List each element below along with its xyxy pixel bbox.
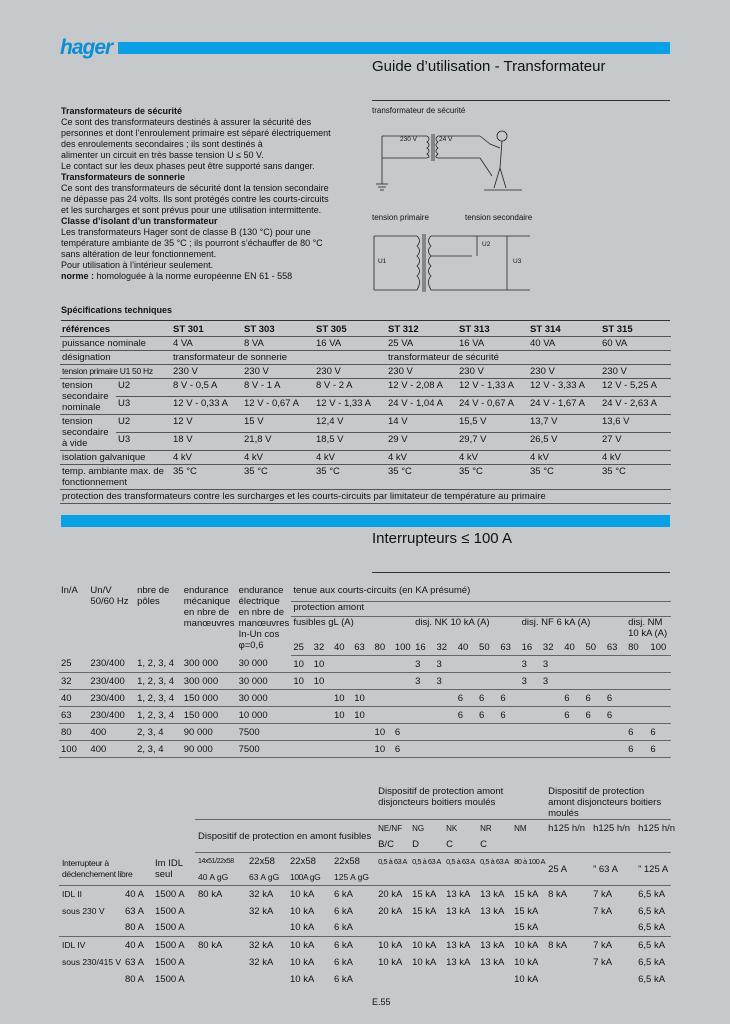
page-number: E.55 — [372, 997, 391, 1007]
bt-cell — [195, 954, 246, 971]
bt-cell: 63 A — [125, 905, 145, 917]
bt-cell: 10 kA — [514, 956, 539, 968]
bt-row — [59, 903, 671, 920]
inter-cell — [605, 656, 626, 673]
inter-cell — [562, 656, 583, 673]
inter-cell — [605, 741, 626, 758]
bt-cell — [443, 920, 477, 937]
inter-cell: 3 — [413, 656, 434, 673]
bt-cell — [545, 971, 590, 988]
inter-cell: 3 — [520, 656, 541, 673]
inter-cell — [626, 707, 648, 724]
bt-cell: 20 kA — [378, 905, 403, 917]
inter-cell: 6 — [498, 707, 519, 724]
bt-cell: 6,5 kA — [638, 905, 666, 917]
inter-cell — [562, 741, 583, 758]
bt-cell: 80 A — [125, 922, 145, 934]
bt-cell — [409, 971, 443, 988]
inter-cell: 230/400 — [88, 673, 135, 690]
inter-cell — [648, 673, 671, 690]
inter-cell — [373, 707, 393, 724]
bt-row — [59, 920, 671, 937]
bt-cell: 6 kA — [334, 922, 354, 934]
inter-cell: 6 — [456, 707, 477, 724]
bt-cell — [477, 920, 511, 937]
inter-cell: 6 — [626, 741, 648, 758]
diagram-securite: transformateur de sécurité 230 V 24 V — [372, 106, 532, 196]
bt-cell: 13 kA — [443, 937, 477, 954]
page-title: Guide d’utilisation - Transformateur — [372, 58, 606, 75]
inter-cell — [434, 741, 455, 758]
heading-securite: Transformateurs de sécurité — [61, 106, 183, 116]
inter-cell: 6 — [498, 690, 519, 707]
inter-cell — [291, 741, 311, 758]
bt-cell: IDL II — [59, 886, 122, 903]
inter-cell — [477, 656, 498, 673]
bt-cell: 32 kA — [246, 937, 287, 954]
inter-cell — [498, 741, 519, 758]
inter-cell — [373, 673, 393, 690]
inter-cell: 6 — [562, 690, 583, 707]
inter-cell — [584, 724, 605, 741]
bt-cell: 1500 A — [152, 937, 195, 954]
inter-row — [59, 741, 671, 758]
bt-cell: 10 kA — [511, 937, 545, 954]
inter-cell: 80 — [59, 724, 88, 741]
inter-cell — [520, 724, 541, 741]
bt-cell: 15 kA — [514, 905, 539, 917]
inter-cell: 3 — [434, 673, 455, 690]
section-title: Interrupteurs ≤ 100 A — [372, 530, 512, 547]
bt-cell: sous 230 V — [62, 905, 105, 916]
bt-cell: 1500 A — [155, 922, 185, 934]
bt-cell: 80 A — [125, 973, 145, 985]
bt-cell — [246, 920, 287, 937]
inter-cell — [520, 741, 541, 758]
inter-cell — [541, 690, 562, 707]
inter-cell — [498, 656, 519, 673]
inter-cell: 6 — [584, 690, 605, 707]
bt-cell: 32 kA — [249, 956, 274, 968]
inter-cell — [393, 690, 413, 707]
bt-cell: 13 kA — [446, 956, 471, 968]
bt-cell — [545, 903, 590, 920]
bt-cell: 10 kA — [287, 937, 331, 954]
inter-row — [59, 690, 671, 707]
inter-cell: 6 — [456, 690, 477, 707]
inter-cell: 400 — [88, 741, 135, 758]
inter-cell: 6 — [477, 707, 498, 724]
inter-cell: 10 — [352, 690, 372, 707]
bt-cell — [375, 920, 409, 937]
bt-cell — [443, 971, 477, 988]
inter-cell — [456, 724, 477, 741]
inter-cell: 400 — [88, 724, 135, 741]
inter-cell: 100 — [59, 741, 88, 758]
inter-cell: 1, 2, 3, 4 — [135, 673, 182, 690]
bt-cell: 10 kA — [514, 973, 539, 985]
bt-cell — [195, 903, 246, 920]
inter-row — [59, 673, 671, 690]
inter-cell: 2, 3, 4 — [135, 741, 182, 758]
inter-cell — [312, 707, 332, 724]
inter-cell: 32 — [59, 673, 88, 690]
inter-row — [59, 707, 671, 724]
inter-cell — [541, 724, 562, 741]
inter-cell — [456, 673, 477, 690]
bt-cell: 7 kA — [593, 956, 613, 968]
inter-cell: 6 — [584, 707, 605, 724]
inter-cell: 10 — [291, 656, 311, 673]
inter-cell — [520, 707, 541, 724]
inter-cell — [413, 724, 434, 741]
diagram-tensions: tension primaire tension secondaire U1 U2 U3 — [372, 212, 552, 297]
inter-cell: 6 — [605, 707, 626, 724]
inter-cell: 230/400 — [88, 690, 135, 707]
inter-cell — [352, 741, 372, 758]
inter-row — [59, 724, 671, 741]
inter-cell — [393, 673, 413, 690]
spec-row-temp: temp. ambiante max. de fonctionnement 35 °C 35 °C 35 °C 35 °C 35 °C 35 °C 35 °C — [60, 465, 671, 490]
bt-cell: 8 kA — [545, 937, 590, 954]
bt-cell: 40 A — [122, 886, 152, 903]
inter-cell — [562, 724, 583, 741]
bt-cell: 10 kA — [290, 973, 315, 985]
bt-cell: 6,5 kA — [635, 886, 671, 903]
inter-cell — [456, 656, 477, 673]
inter-cell: 10 — [312, 673, 332, 690]
bt-cell — [590, 971, 635, 988]
inter-cell: 10 — [332, 690, 352, 707]
inter-cell: 230/400 — [88, 656, 135, 673]
bt-cell: 7 kA — [590, 937, 635, 954]
text-securite: Ce sont des transformateurs destinés à assurer la sécurité des personnes et dont l’enroulement primaire est séparé électriquement des enroulements secondaires ; ils sont destinés à alimenter un circuit en très basse tension U ≤ 50 V. Le contact sur les deux phases peut être supporté sans danger. — [61, 117, 331, 171]
bt-cell: 80 kA — [195, 886, 246, 903]
inter-cell: 3 — [520, 673, 541, 690]
inter-cell — [332, 656, 352, 673]
inter-cell — [520, 690, 541, 707]
inter-cell: 10 — [352, 707, 372, 724]
bt-cell: 10 kA — [287, 886, 331, 903]
bt-row — [59, 937, 671, 954]
bt-cell — [545, 954, 590, 971]
inter-cell: 10 — [373, 724, 393, 741]
inter-cell: 7500 — [237, 724, 292, 741]
inter-cell — [541, 707, 562, 724]
inter-cell: 150 000 — [182, 690, 237, 707]
norme-line: norme : homologuée à la norme européenne EN 61 - 558 — [61, 271, 293, 281]
inter-cell: 3 — [413, 673, 434, 690]
inter-cell — [312, 741, 332, 758]
spec-row-protection: protection des transformateurs contre les surcharges et les courts-circuits par limitateur de température au primaire — [60, 490, 671, 504]
bt-cell: 1500 A — [155, 905, 185, 917]
bt-cell — [477, 971, 511, 988]
inter-cell — [434, 724, 455, 741]
protection-table: Dispositif de protection amont disjoncteurs boitiers moulés Dispositif de protection amont disjoncteurs boitiers moulés Dispositif de protection en amont fusibles NE/NF NG NK NR NM h125 h/n h125 h/n h125 h/n B/C D C C Interrupteur à déclenchement libre Im IDL seul 14x51/22x58 22x58 22x58 22x58 0,5 à 63 A 0,5 à 63 A 0,5 à 63 A 0,5 à 63 A 80 à 100 A 25 A ” 63 A ” 125 A 40 A gG 63 A gG 100A gG 125 A gG IDL II 40 A 1500 A 80 kA 32 kA 10 kA 6 kA 20 kA 15 kA 13 kA 13 kA 15 kA 8 kA 7 kA 6,5 kA sous 230 V 63 A 1500 A 32 kA 10 kA 6 kA 20 kA 15 kA 13 kA 13 kA 15 kA 7 kA 6,5 kA 80 A 1500 A 10 kA 6 kA 15 kA 6,5 kA IDL IV 40 A 1500 A 80 kA 32 kA 10 kA 6 kA 10 kA 10 kA 13 kA 13 kA 10 kA 8 kA 7 kA 6,5 kA sous 230/415 V 63 A 1500 A 32 kA 10 kA 6 kA 10 kA 10 kA 13 kA 13 kA 10 kA 7 kA 6,5 kA 80 A 1500 A 10 kA 6 kA 10 kA 6,5 kA — [59, 786, 671, 988]
inter-cell — [312, 724, 332, 741]
header-bar — [118, 42, 670, 54]
bt-cell: 6,5 kA — [638, 956, 666, 968]
spec-row-designation: désignation transformateur de sonnerie transformateur de sécurité — [60, 351, 671, 365]
inter-cell: 6 — [393, 741, 413, 758]
inter-cell — [332, 741, 352, 758]
specs-title: Spécifications techniques — [61, 305, 173, 315]
bt-cell: 1500 A — [155, 973, 185, 985]
bt-cell: 6 kA — [331, 886, 375, 903]
inter-cell — [291, 724, 311, 741]
heading-classe: Classe d’isolant d’un transformateur — [61, 216, 218, 226]
bt-cell: 10 kA — [412, 956, 437, 968]
bt-cell: 6,5 kA — [638, 922, 666, 934]
inter-cell — [605, 724, 626, 741]
bt-cell: 15 kA — [514, 922, 539, 934]
inter-cell: 1, 2, 3, 4 — [135, 690, 182, 707]
bt-cell: 13 kA — [480, 905, 505, 917]
bt-cell: IDL IV — [59, 937, 122, 954]
bt-cell: 6 kA — [334, 905, 354, 917]
bt-cell — [59, 920, 122, 937]
inter-cell — [648, 707, 671, 724]
inter-cell: 6 — [477, 690, 498, 707]
inter-cell: 230/400 — [88, 707, 135, 724]
spec-row-references: références ST 301 ST 303 ST 305 ST 312 ST 313 ST 314 ST 315 — [60, 323, 671, 337]
bt-cell: 7 kA — [590, 886, 635, 903]
inter-cell — [332, 724, 352, 741]
bt-cell: 13 kA — [477, 886, 511, 903]
inter-cell — [477, 673, 498, 690]
inter-cell — [584, 741, 605, 758]
bt-cell — [590, 920, 635, 937]
inter-cell: 150 000 — [182, 707, 237, 724]
spec-row-nominale-u2: tension secondaire nominale U2 8 V - 0,5 A 8 V - 1 A 8 V - 2 A 12 V - 2,08 A 12 V - 1,33 A 12 V - 3,33 A 12 V - 5,25 A — [60, 379, 671, 397]
inter-cell — [413, 690, 434, 707]
text-sonnerie: Ce sont des transformateurs de sécurité dont la tension secondaire ne dépasse pas 24 volts. Ils sont protégés contre les courts-circuits et les surcharges et sont prévus pour une utilisation intermittente. — [61, 183, 329, 215]
bt-cell: 13 kA — [446, 905, 471, 917]
inter-cell: 6 — [648, 724, 671, 741]
spec-row-primaire: tension primaire U1 50 Hz 230 V 230 V 230 V 230 V 230 V 230 V 230 V — [60, 365, 671, 379]
bt-cell — [545, 920, 590, 937]
inter-cell — [584, 656, 605, 673]
inter-cell: 6 — [605, 690, 626, 707]
bt-cell: 13 kA — [477, 937, 511, 954]
inter-cell: 10 — [373, 741, 393, 758]
inter-cell — [562, 673, 583, 690]
spec-row-nominale-u3: U3 12 V - 0,33 A 12 V - 0,67 A 12 V - 1,33 A 24 V - 1,04 A 24 V - 0,67 A 24 V - 1,67 A 24 V - 2,63 A — [60, 397, 671, 415]
inter-row — [59, 656, 671, 673]
bt-cell: 15 kA — [409, 886, 443, 903]
inter-cell: 10 000 — [237, 707, 292, 724]
inter-cell: 7500 — [237, 741, 292, 758]
spec-row-isolation: isolation galvanique 4 kV 4 kV 4 kV 4 kV 4 kV 4 kV 4 kV — [60, 451, 671, 465]
spec-row-puissance: puissance nominale 4 VA 8 VA 16 VA 25 VA 16 VA 40 VA 60 VA — [60, 337, 671, 351]
bt-cell: 1500 A — [155, 956, 185, 968]
inter-cell: 6 — [562, 707, 583, 724]
bt-cell: sous 230/415 V — [62, 956, 122, 967]
inter-cell — [373, 690, 393, 707]
inter-cell — [291, 707, 311, 724]
inter-cell — [291, 690, 311, 707]
bt-cell: 15 kA — [511, 886, 545, 903]
inter-cell — [413, 707, 434, 724]
bt-cell: 8 kA — [545, 886, 590, 903]
inter-cell — [393, 656, 413, 673]
inter-cell — [456, 741, 477, 758]
inter-cell: 3 — [541, 673, 562, 690]
inter-cell: 63 — [59, 707, 88, 724]
bt-cell: 6 kA — [331, 937, 375, 954]
bt-cell: 20 kA — [375, 886, 409, 903]
bt-cell: 13 kA — [480, 956, 505, 968]
bt-cell: 13 kA — [443, 886, 477, 903]
inter-cell: 300 000 — [182, 673, 237, 690]
heading-sonnerie: Transformateurs de sonnerie — [61, 172, 186, 182]
inter-cell: 10 — [332, 707, 352, 724]
inter-cell — [434, 707, 455, 724]
bt-cell — [246, 971, 287, 988]
bt-row — [59, 971, 671, 988]
inter-cell — [648, 690, 671, 707]
bt-cell: 15 kA — [412, 905, 437, 917]
inter-cell: 1, 2, 3, 4 — [135, 656, 182, 673]
inter-cell — [393, 707, 413, 724]
bt-cell: 10 kA — [290, 905, 315, 917]
inter-cell — [434, 690, 455, 707]
inter-cell — [498, 724, 519, 741]
bt-cell: 6,5 kA — [635, 937, 671, 954]
inter-cell — [413, 741, 434, 758]
inter-cell — [626, 656, 648, 673]
bt-cell: 10 kA — [409, 937, 443, 954]
inter-cell: 30 000 — [237, 656, 292, 673]
bt-cell: 10 kA — [375, 937, 409, 954]
bt-cell — [195, 971, 246, 988]
inter-cell: 30 000 — [237, 690, 292, 707]
inter-cell: 90 000 — [182, 724, 237, 741]
inter-cell — [498, 673, 519, 690]
inter-cell — [352, 724, 372, 741]
inter-cell — [352, 673, 372, 690]
inter-cell — [626, 690, 648, 707]
inter-cell: 1, 2, 3, 4 — [135, 707, 182, 724]
bt-cell: 6,5 kA — [638, 973, 666, 985]
inter-cell: 10 — [291, 673, 311, 690]
inter-cell — [584, 673, 605, 690]
inter-cell: 40 — [59, 690, 88, 707]
bt-cell — [195, 920, 246, 937]
bt-cell: 6 kA — [334, 973, 354, 985]
inter-cell: 6 — [648, 741, 671, 758]
inter-cell — [312, 690, 332, 707]
inter-cell: 10 — [312, 656, 332, 673]
inter-cell: 90 000 — [182, 741, 237, 758]
inter-cell: 6 — [626, 724, 648, 741]
section-bar — [61, 515, 670, 527]
inter-subheader-row: 25 32 40 63 80 100 16 32 40 50 63 16 32 40 50 63 80 100 — [59, 639, 671, 656]
bt-cell: 7 kA — [593, 905, 613, 917]
inter-cell — [373, 656, 393, 673]
inter-cell — [332, 673, 352, 690]
inter-cell: 25 — [59, 656, 88, 673]
bt-cell: 80 kA — [195, 937, 246, 954]
bt-cell: 6 kA — [334, 956, 354, 968]
bt-cell — [59, 971, 122, 988]
inter-cell — [352, 656, 372, 673]
bt-cell: 40 A — [122, 937, 152, 954]
inter-cell: 300 000 — [182, 656, 237, 673]
bt-row — [59, 954, 671, 971]
inter-cell: 3 — [541, 656, 562, 673]
bt-cell: 10 kA — [378, 956, 403, 968]
bt-cell: 32 kA — [249, 905, 274, 917]
inter-cell: 2, 3, 4 — [135, 724, 182, 741]
bt-cell: 10 kA — [290, 922, 315, 934]
inter-cell: 6 — [393, 724, 413, 741]
bt-cell: 10 kA — [290, 956, 315, 968]
bt-cell — [409, 920, 443, 937]
inter-cell — [626, 673, 648, 690]
inter-cell — [648, 656, 671, 673]
inter-cell: 3 — [434, 656, 455, 673]
interrupteurs-table: In/A Un/V 50/60 Hz nbre de pôles endurance mécanique en nbre de manœuvres endurance électrique en nbre de manœuvres In-Un cos φ=0,6 tenue aux courts-circuits (en KA présumé) protection amont fusibles gL (A) disj. NK 10 kA (A) disj. NF 6 kA (A) disj. NM 10 kA (A) 25 32 40 63 80 100 16 32 40 50 63 16 32 40 50 63 80 100 25 230/400 1, 2, 3, 4 300 000 30 000 10 10 3 3 3 3 32 230/400 1, 2, 3, 4 300 000 30 000 10 10 3 3 3 3 40 230/400 1, 2, 3, 4 150 000 30 000 10 10 6 6 6 6 6 6 63 230/400 1, 2, 3, 4 150 000 10 000 10 10 6 6 6 6 6 6 80 400 2, 3, 4 90 000 7500 10 6 6 6 100 400 2, 3, 4 90 000 7500 10 6 6 6 — [59, 585, 671, 758]
bt-cell: 1500 A — [152, 886, 195, 903]
inter-cell: 30 000 — [237, 673, 292, 690]
specs-table — [60, 323, 671, 504]
intro-text — [61, 106, 366, 282]
bt-cell: 63 A — [125, 956, 145, 968]
spec-row-vide-u2: tension secondaire à vide U2 12 V 15 V 12,4 V 14 V 15,5 V 13,7 V 13,6 V — [60, 415, 671, 433]
text-classe: Les transformateurs Hager sont de classe B (130 °C) pour une température ambiante de 35 °C ; ils pourront s’échauffer de 80 °C sans altération de leur fonctionnement. Pour utilisation à l’intérieur seulement. — [61, 227, 323, 270]
inter-cell — [605, 673, 626, 690]
bt-row — [59, 886, 671, 903]
inter-cell — [541, 741, 562, 758]
inter-cell — [477, 741, 498, 758]
spec-row-vide-u3: U3 18 V 21,8 V 18,5 V 29 V 29,7 V 26,5 V 27 V — [60, 433, 671, 451]
inter-cell — [477, 724, 498, 741]
bt-cell: 32 kA — [246, 886, 287, 903]
hager-logo: hager — [60, 36, 113, 59]
bt-cell — [375, 971, 409, 988]
